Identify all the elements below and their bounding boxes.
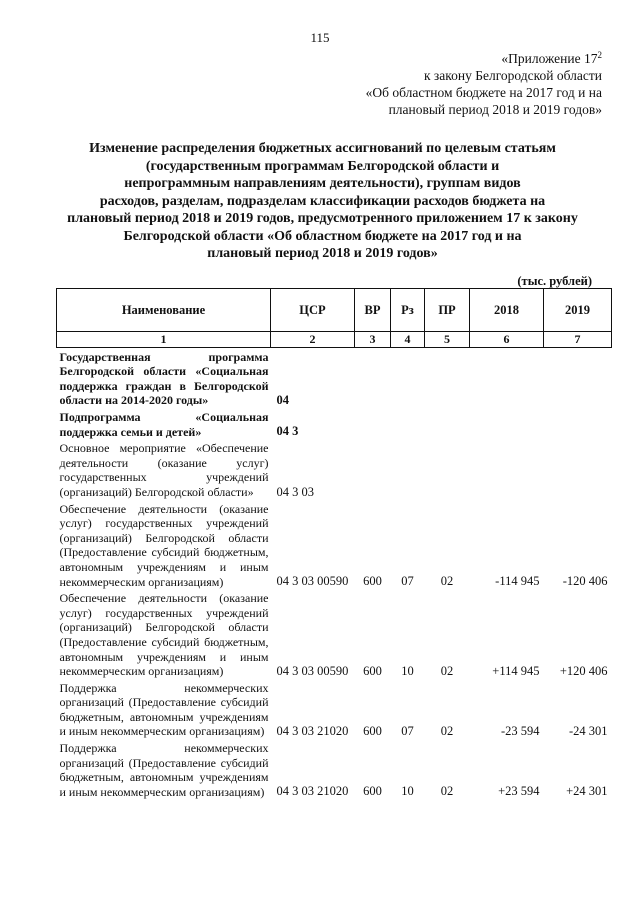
budget-table	[56, 288, 612, 801]
page-number: 115	[310, 30, 330, 45]
row-name: Поддержка некоммерческих организаций (Предоставление субсидий бюджетным, автономным учреждениям и иным некоммерческим организациям)	[59, 741, 269, 799]
row-vr	[355, 441, 391, 501]
row-rz: 07	[401, 574, 414, 589]
header-rz: Рз	[391, 289, 425, 332]
row-pr: 02	[440, 784, 454, 799]
row-name: Поддержка некоммерческих организаций (Предоставление субсидий бюджетным, автономным учреждениям и иным некоммерческим организациям)	[59, 680, 269, 739]
row-name: Основное мероприятие «Обеспечение деятельности (оказание услуг) государственных учреждений (организаций) Белгородской области»	[59, 441, 269, 499]
column-number: 7	[544, 332, 612, 348]
table-row	[57, 741, 612, 801]
title-line: Изменение распределения бюджетных ассигнований по целевым статьям	[89, 141, 556, 156]
row-name: Обеспечение деятельности (оказание услуг) государственных учреждений (организаций) Белгородской области (Предоставление субсидий бюджетным, автономным учреждениям и иным некоммерческим организациям)	[59, 591, 269, 679]
header-pr: ПР	[425, 289, 470, 332]
table-row	[57, 502, 612, 592]
row-2019: -24 301	[568, 724, 608, 739]
row-2018	[470, 348, 544, 411]
row-2018	[470, 441, 544, 501]
title-line: плановый период 2018 и 2019 годов»	[207, 246, 438, 261]
title-line: плановый период 2018 и 2019 годов, предусмотренного приложением 17 к закону	[67, 211, 578, 226]
row-pr: 02	[440, 574, 454, 589]
row-pr	[425, 441, 470, 501]
row-name: Подпрограмма «Социальная поддержка семьи и детей»	[59, 410, 269, 439]
row-2019	[544, 348, 612, 411]
row-csr: 04 3 03 21020	[276, 724, 349, 739]
row-vr: 600	[363, 574, 382, 589]
row-vr: 600	[363, 784, 382, 799]
column-number: 5	[425, 332, 470, 348]
row-2018: +23 594	[498, 784, 540, 799]
row-csr: 04 3 03 00590	[276, 574, 349, 589]
row-rz	[391, 441, 425, 501]
column-number: 3	[355, 332, 391, 348]
row-name: Обеспечение деятельности (оказание услуг) государственных учреждений (организаций) Белгородской области (Предоставление субсидий бюджетным, автономным учреждениям и иным некоммерческим организациям)	[59, 501, 269, 589]
row-2018: +114 945	[492, 663, 540, 678]
column-number: 6	[470, 332, 544, 348]
table-row	[57, 410, 612, 441]
appendix-line-2: к закону Белгородской области	[424, 68, 602, 83]
table-body	[57, 348, 612, 802]
row-vr	[355, 348, 391, 411]
row-csr: 04 3 03 00590	[276, 663, 349, 678]
row-pr: 02	[440, 724, 454, 739]
header-2019: 2019	[544, 289, 612, 332]
appendix-line-4: плановый период 2018 и 2019 годов»	[388, 102, 602, 117]
table-row	[57, 681, 612, 741]
row-name: Государственная программа Белгородской области «Социальная поддержка граждан в Белгородской области на 2014-2020 годы»	[59, 349, 269, 408]
row-csr: 04 3 03	[276, 484, 314, 499]
appendix-line-1: «Приложение $17^2$	[501, 50, 602, 66]
row-pr	[425, 410, 470, 441]
table-header-row	[57, 289, 612, 332]
column-number: 1	[57, 332, 271, 348]
row-2019: -120 406	[562, 574, 608, 589]
column-number: 4	[391, 332, 425, 348]
row-vr: 600	[363, 663, 382, 678]
header-csr: ЦСР	[271, 289, 355, 332]
table-row	[57, 591, 612, 681]
row-csr: 04 3	[276, 424, 299, 439]
row-csr: 04 3 03 21020	[276, 784, 349, 799]
title-line: непрограммным направлениям деятельности), группам видов	[124, 176, 521, 191]
row-csr: 04	[276, 393, 289, 407]
row-vr: 600	[363, 724, 382, 739]
row-rz: 10	[401, 784, 414, 799]
appendix-line-3: «Об областном бюджете на 2017 год и на	[365, 85, 602, 100]
title-line: (государственным программам Белгородской области и	[145, 158, 500, 174]
row-2018: -23 594	[500, 724, 540, 739]
row-2019: +24 301	[566, 784, 608, 799]
header-2018: 2018	[470, 289, 544, 332]
document-title	[35, 140, 610, 263]
appendix-reference	[366, 47, 602, 118]
table-row	[57, 348, 612, 411]
column-number: 2	[271, 332, 355, 348]
header-name: Наименование	[57, 289, 271, 332]
column-number-row	[57, 332, 612, 348]
table-row	[57, 441, 612, 501]
row-rz	[391, 348, 425, 411]
row-2019	[544, 410, 612, 441]
units-label: (тыс. рублей)	[517, 274, 592, 288]
row-rz: 07	[401, 724, 414, 739]
row-pr: 02	[440, 663, 454, 678]
row-rz: 10	[401, 663, 414, 678]
row-rz	[391, 410, 425, 441]
title-line: Белгородской области «Об областном бюджете на 2017 год и на	[123, 228, 522, 244]
header-vr: ВР	[355, 289, 391, 332]
row-2018: -114 945	[495, 574, 540, 589]
title-line: расходов, разделам, подразделам классификации расходов бюджета на	[99, 193, 546, 209]
row-vr	[355, 410, 391, 441]
row-2018	[470, 410, 544, 441]
row-2019: +120 406	[559, 663, 608, 678]
row-pr	[425, 348, 470, 411]
row-2019	[544, 441, 612, 501]
